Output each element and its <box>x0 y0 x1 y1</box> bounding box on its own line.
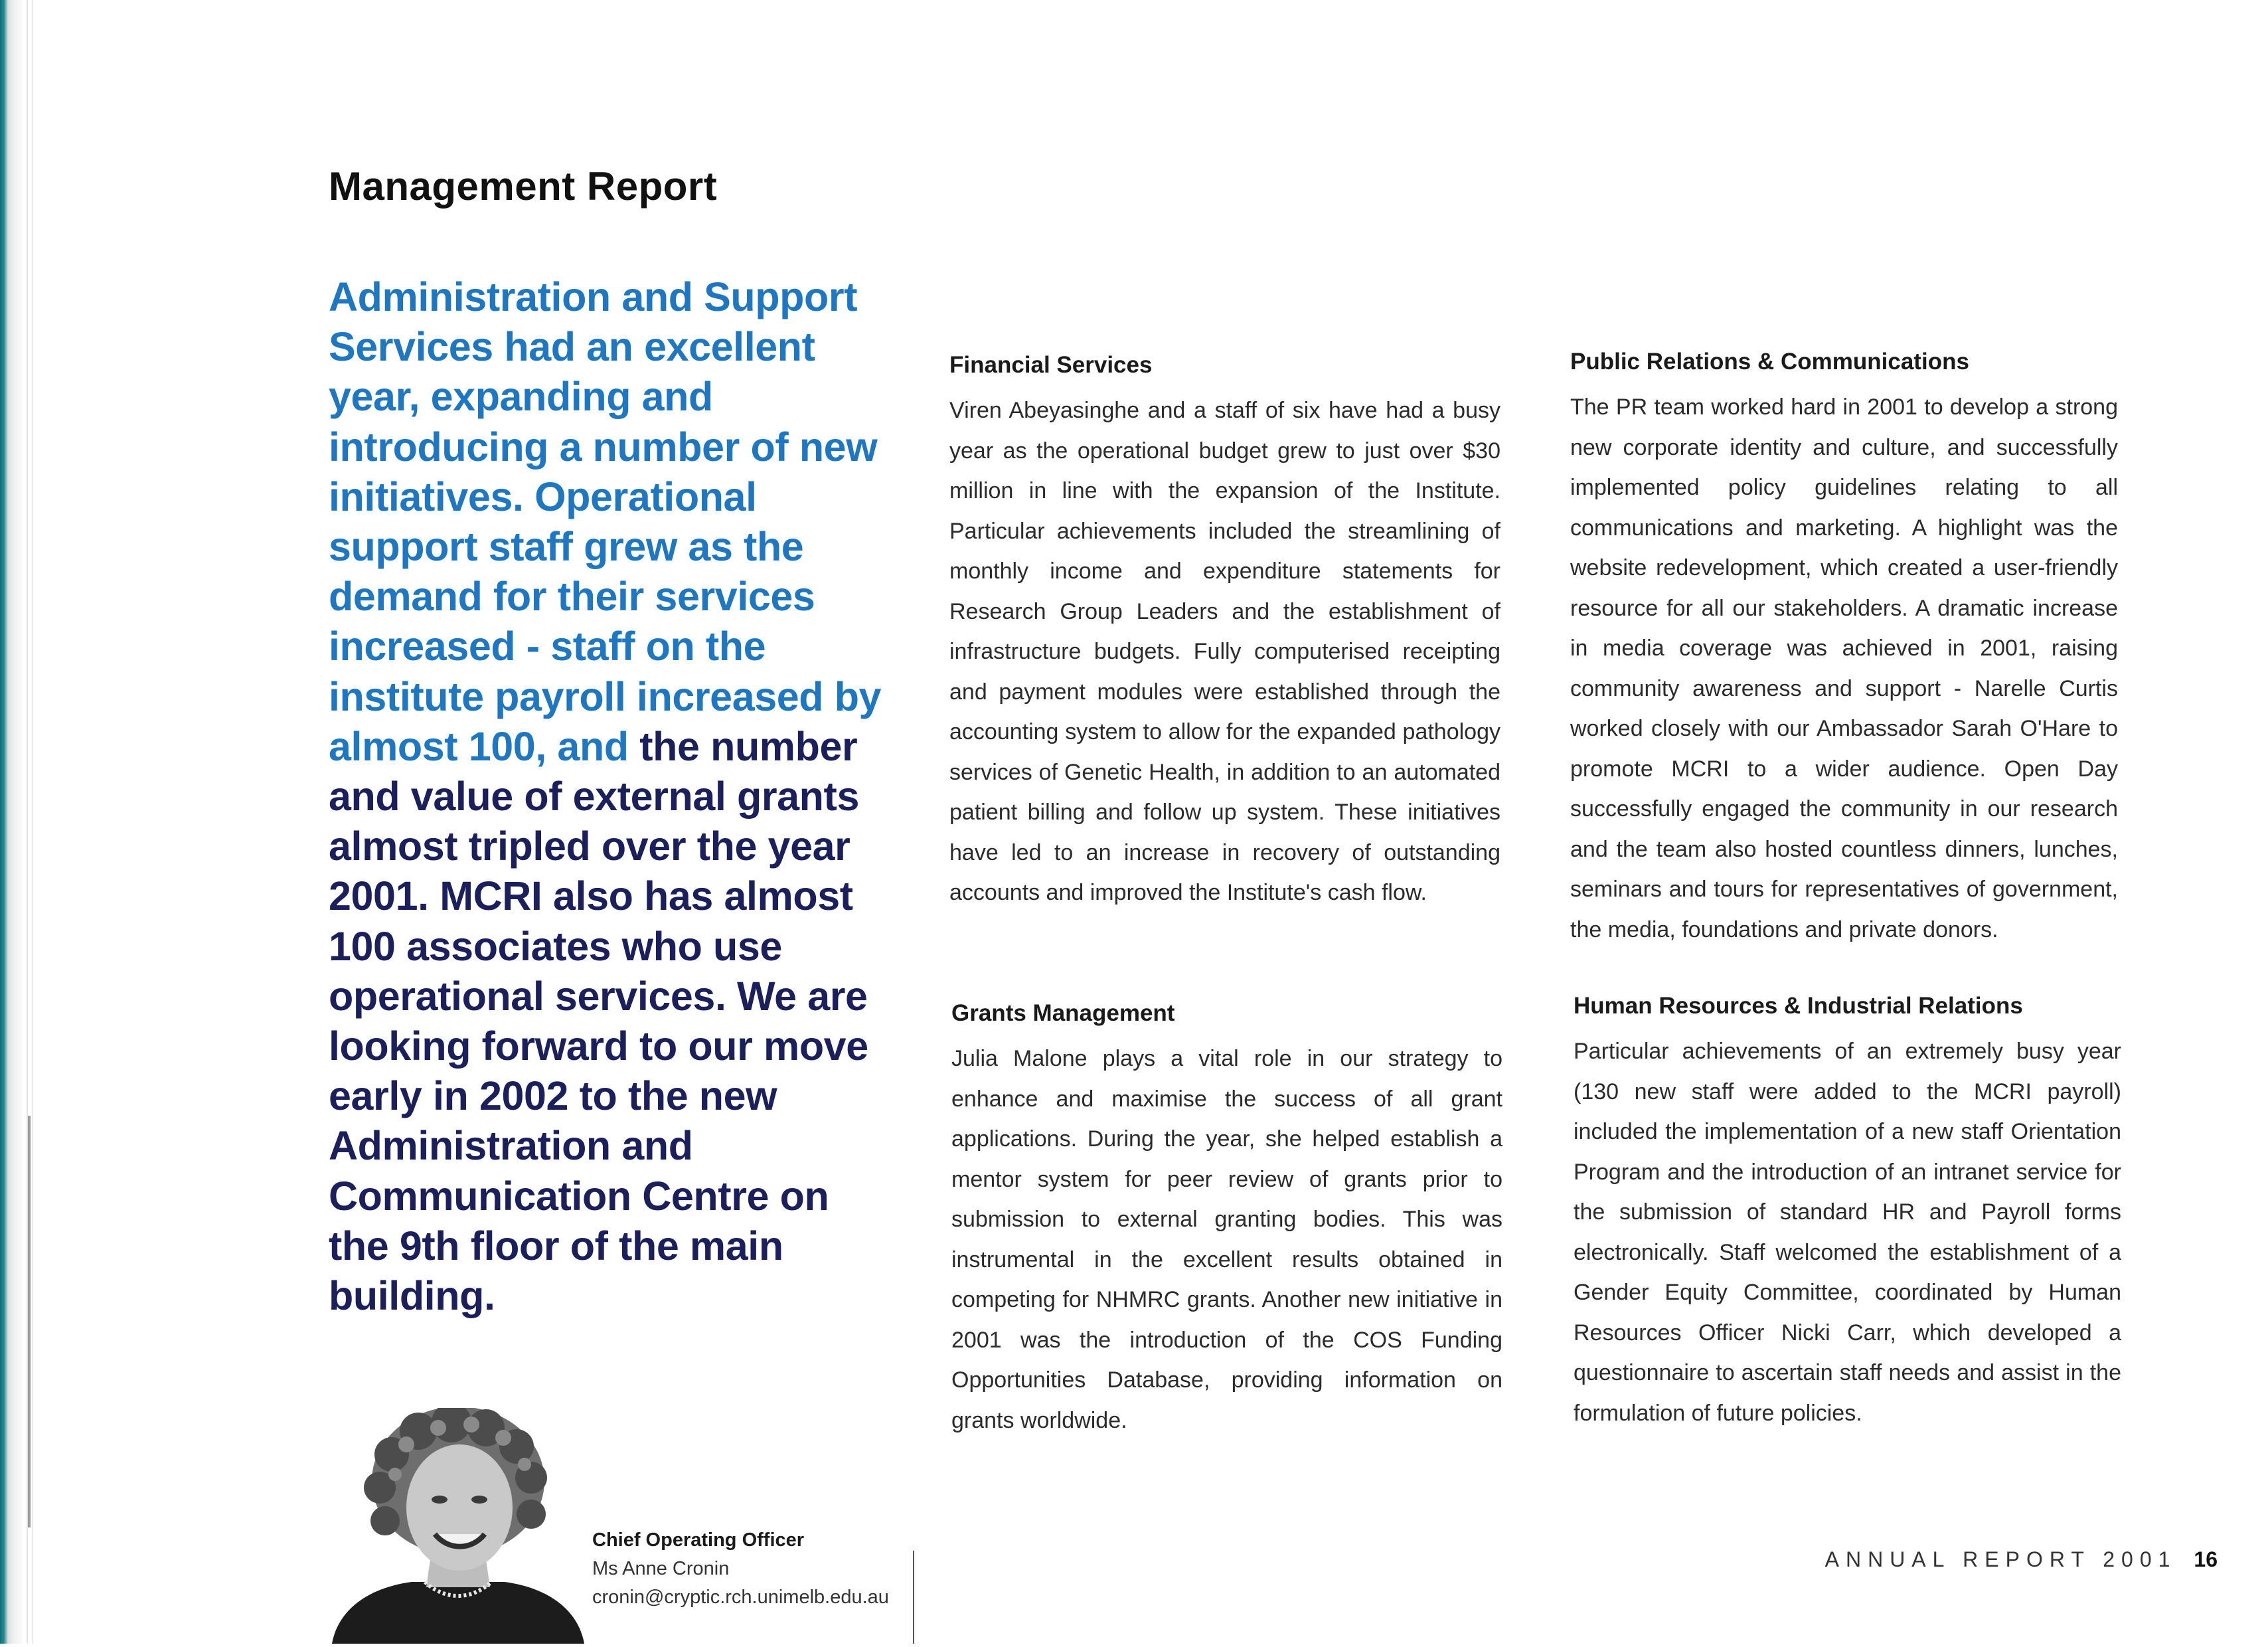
section-grants-management <box>951 1000 1502 1440</box>
section-body: Julia Malone plays a vital role in our strategy to enhance and maximise the success of all grant applications. During the year, she helped establish a mentor system for peer review of grants prior to submission to external granting bodies. This was instrumental in the excellent results obtained in competing for NHMRC grants. Another new initiative in 2001 was the introduction of the COS Funding Opportunities Database, providing information on grants worldwide. <box>951 1046 1502 1433</box>
intro-statement <box>329 272 900 1321</box>
photo-caption <box>592 1526 889 1612</box>
binding-edge <box>0 0 23 1644</box>
section-body: The PR team worked hard in 2001 to develop a strong new corporate identity and culture, and successfully implemented policy guidelines relating to all communications and marketing. A highlight was the website redevelopment, which created a user-friendly resource for all our stakeholders. A dramatic increase in media coverage was achieved in 2001, raising community awareness and support - Narelle Curtis worked closely with our Ambassador Sarah O'Hare to promote MCRI to a wider audience. Open Day successfully engaged the community in our research and the team also hosted countless dinners, lunches, seminars and tours for representatives of government, the media, foundations and private donors. <box>1570 394 2118 942</box>
person-photo-icon <box>332 1408 584 1644</box>
section-body: Particular achievements of an extremely busy year (130 new staff were added to the MCRI payroll) included the implementation of a new staff Orientation Program and the introduction of an intranet service for the submission of standard HR and Payroll forms electronically. Staff welcomed the establishment of a Gender Equity Committee, coordinated by Human Resources Officer Nicki Carr, which developed a questionnaire to ascertain staff needs and assist in the formulation of future policies. <box>1574 1039 2121 1426</box>
section-body: Viren Abeyasinghe and a staff of six have had a busy year as the operational budget grew to just over $30 million in line with the expansion of the Institute. Particular achievements included the streamlining of monthly income and expenditure statements for Research Group Leaders and the establishment of infrastructure budgets. Fully computerised receipting and payment modules were established through the accounting system to allow for the expanded pathology services of Genetic Health, in addition to an automated patient billing and follow up system. These initiatives have led to an increase in recovery of outstanding accounts and improved the Institute's cash flow. <box>949 398 1500 905</box>
caption-name: Ms Anne Cronin <box>592 1558 730 1579</box>
portrait-photo <box>332 1408 584 1644</box>
page-footer <box>1825 1547 2218 1572</box>
footer-label: ANNUAL REPORT 2001 <box>1824 1547 2177 1571</box>
section-financial-services <box>949 352 1500 913</box>
binding-mark <box>28 1116 31 1527</box>
section-heading: Financial Services <box>949 352 1153 378</box>
intro-blue-text: Administration and Support Services had an excellent year, expanding and introducing a number of new initiatives. Operational support staff grew as the demand for their services increased - staff on the institute payroll increased by almost 100, and <box>329 274 882 769</box>
caption-role: Chief Operating Officer <box>592 1529 805 1551</box>
intro-dark-text: the number and value of external grants almost tripled over the year 2001. MCRI also has almost 100 associates who use operational services. We are looking forward to our move early in 2002 to the new Administration and Communication Centre on the 9th floor of the main building. <box>329 723 868 1319</box>
vertical-divider <box>913 1551 914 1644</box>
section-heading: Grants Management <box>951 1000 1175 1026</box>
page-title: Management Report <box>329 164 718 209</box>
caption-email: cronin@cryptic.rch.unimelb.edu.au <box>592 1587 889 1608</box>
section-heading: Human Resources & Industrial Relations <box>1574 993 2023 1019</box>
section-public-relations <box>1570 349 2118 950</box>
section-human-resources <box>1574 993 2121 1433</box>
page-number: 16 <box>2194 1547 2218 1571</box>
section-heading: Public Relations & Communications <box>1570 349 1969 375</box>
